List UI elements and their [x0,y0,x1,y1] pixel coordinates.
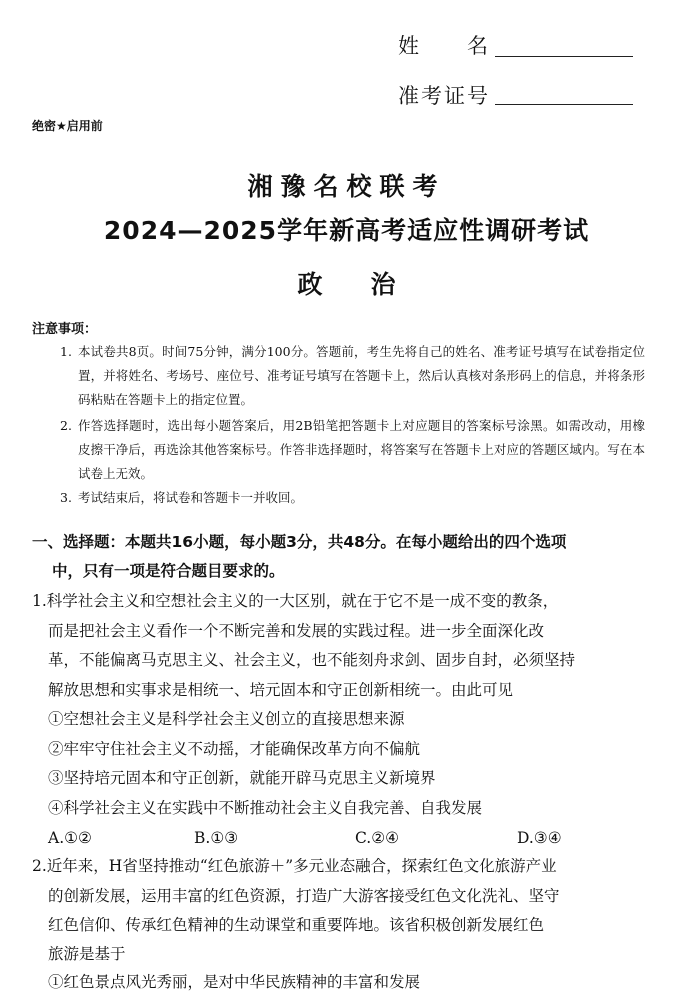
section-heading-cont: 中，只有一项是符合题目要求的。 [52,562,285,580]
exam-title: 湘豫名校联考 [247,172,446,201]
option-d: D.③④ [517,829,562,847]
notice-item-number: 3. [60,490,72,505]
option-c: C.②④ [355,829,400,847]
question-text: 的创新发展，运用丰富的红色资源，打造广大游客接受红色文化洗礼、坚守 [48,887,560,905]
exam-id-field[interactable] [495,104,633,105]
question-text: 而是把社会主义看作一个不断完善和发展的实践过程。进一步全面深化改 [48,622,545,640]
statement: ③坚持培元固本和守正创新，就能开辟马克思主义新境界 [48,769,436,787]
statement: ①空想社会主义是科学社会主义创立的直接思想来源 [48,710,405,728]
statement: ②牢牢守住社会主义不动摇，才能确保改革方向不偏航 [48,740,421,758]
exam-id-label: 准考证号 [398,84,490,108]
option-b: B.①③ [194,829,239,847]
notice-item-number: 2. [60,418,72,433]
section-heading: 一、选择题：本题共16小题，每小题3分，共48分。在每小题给出的四个选项 [32,533,567,551]
notice-item-text: 本试卷共8页。时间75分钟，满分100分。答题前，考生先将自己的姓名、准考证号填写在试卷指定位置，并将姓名、考场号、座位号、准考证号填写在答题卡上，然后认真核对条形码上的信息，并将条形码粘贴在答题卡上的指定位置。 [78,344,645,407]
question-text: 革，不能偏离马克思主义、社会主义，也不能刻舟求剑、固步自封，必须坚持 [48,651,576,669]
question-text: 旅游是基于 [48,945,126,963]
notice-item [60,414,645,486]
name-field[interactable] [495,56,633,57]
notice-item [60,486,645,510]
question-text: 红色信仰、传承红色精神的生动课堂和重要阵地。该省积极创新发展红色 [48,916,545,934]
notice-item-text: 考试结束后，将试卷和答题卡一并收回。 [78,490,304,505]
notice-item-number: 1. [60,344,72,359]
notice-item-text: 作答选择题时，选出每小题答案后，用2B铅笔把答题卡上对应题目的答案标号涂黑。如需改动，用橡皮擦干净后，再选涂其他答案标号。作答非选择题时，将答案写在答题卡上对应的答题区域内。写在本试卷上无效。 [78,418,645,481]
question-text: 解放思想和实事求是相统一、培元固本和守正创新相统一。由此可见 [48,681,514,699]
question-text: 2.近年来，H省坚持推动“红色旅游＋”多元业态融合，探索红色文化旅游产业 [32,857,557,875]
question-text: 1.科学社会主义和空想社会主义的一大区别，就在于它不是一成不变的教条， [32,592,559,610]
exam-subtitle: 2024—2025学年新高考适应性调研考试 [103,216,590,245]
option-a: A.①② [48,829,92,847]
statement: ①红色景点风光秀丽，是对中华民族精神的丰富和发展 [48,973,421,991]
subject-title: 政治 [297,270,444,299]
statement: ④科学社会主义在实践中不断推动社会主义自我完善、自我发展 [48,799,483,817]
notice-heading: 注意事项： [32,322,98,337]
name-label: 姓 名 [398,34,490,58]
confidential-mark: 绝密★启用前 [32,119,103,133]
notice-item [60,340,645,412]
